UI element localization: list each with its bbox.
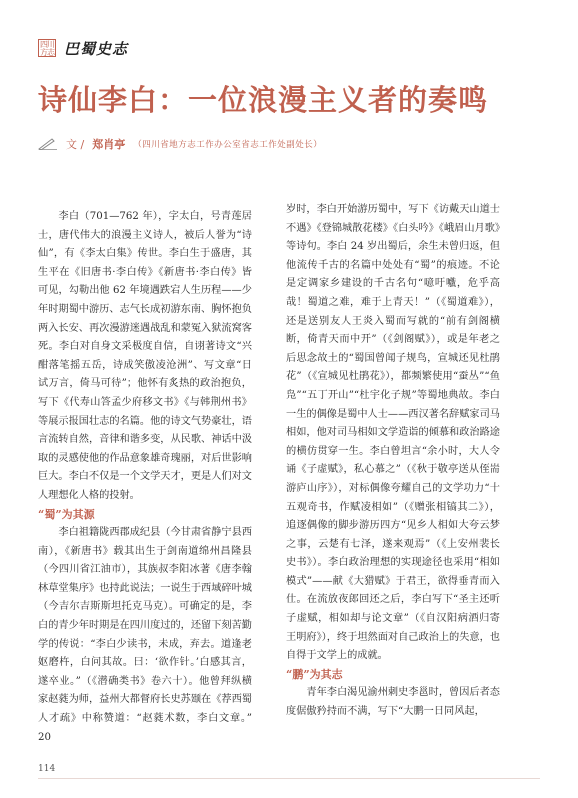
byline-lead: 文 / — [66, 138, 85, 151]
article-byline — [38, 136, 322, 152]
footer-divider — [38, 778, 540, 779]
seal-logo: 四川方志 — [40, 40, 54, 57]
author-affiliation: （四川省地方志工作办公室省志工作处副处长） — [133, 140, 323, 150]
paragraph: 李白祖籍陇西郡成纪县（今甘肃省静宁县西南），《新唐书》载其出生于剑南道绵州昌隆县（今四川省江油市），其族叔李阳冰著《唐李翰林草堂集序》也持此说法；一说生于西域碎叶城（今吉尔吉斯斯坦托克马克）。可确定的是，李白的青少年时期是在四川度过的，还留下刻苦勤学的传说：“李白少读书，未成，弃去。道逢老妪磨杵，白问其故。曰：‘欲作针。’白感其言，遂卒业。”（《潜确类书》卷六十）。他曾拜纵横家赵蕤为师，益州大都督府长史苏颋在《荐西蜀人才疏》中称赞道：“赵蕤术数，李白文章。” 20 — [38, 527, 252, 743]
right-column — [286, 201, 500, 722]
paragraph: 青年李白渴见渝州刺史李邕时，曾因后者态度倨傲矜持而不满，写下“大鹏一日同风起， — [286, 687, 500, 718]
section-heading: “蜀”为其源 — [38, 507, 95, 521]
section-heading: “鹏”为其志 — [286, 667, 343, 681]
paragraph: 李白（701—762 年），字太白，号青莲居士，唐代伟大的浪漫主义诗人，被后人誉为“诗仙”，有《李太白集》传世。李白生于盛唐，其生平在《旧唐书·李白传》《新唐书·李白传》皆可见，勾勒出他 62 年境遇跌宕人生历程——少年时期蜀中游历、志气长成初游东南、胸怀抱负两入长安、再次漫游迷遇战乱和蒙冤入狱流窝客死。李白对自身文采极度自信，自诩著诗文“兴酣落笔摇五岳，诗成笑傲凌沧洲”、写文章“日试万言，倚马可待”；他怀有炙热的政治抱负，写下《代寿山答孟少府移文书》《与韩荆州书》等展示报国壮志的名篇。他的诗文气势豪壮，语言流转自然，音律和谐多变，从民歌、神话中汲取的灵感使他的作品意象雄奇瑰丽，对后世影响巨大。李白不仅是一个文学天才，更是人们对文人理想化人格的投射。 — [38, 211, 252, 501]
magazine-header — [38, 36, 128, 60]
magazine-brand: 巴蜀史志 — [64, 39, 129, 58]
author-name: 郑肖亭 — [92, 138, 126, 151]
pen-icon — [38, 138, 58, 150]
page-number: 114 — [38, 764, 56, 774]
article-title: 诗仙李白：一位浪漫主义者的奏鸣 — [38, 83, 489, 117]
left-column — [38, 208, 252, 747]
paragraph: 岁时，李白开始游历蜀中，写下《访戴天山道士不遇》《登锦城散花楼》《白头吟》《峨眉山月歌》等诗句。李白 24 岁出蜀后，余生未曾归返，但他流传千古的名篇中处处有“蜀”的痕迹。不论是定调家乡建设的千古名句“噫吁嚱，危乎高哉！蜀道之难，难于上青天！”（《蜀道难》），还是送别友人王炎入蜀而写就的“前有剑阁横断，倚青天而中开”（《剑阁赋》），或是年老之后思念故土的“蜀国曾闻子规鸟，宣城还见杜鹃花”（《宣城见杜鹃花》），都频繁使用“蚕丛”“鱼凫”“五丁开山”“杜宇化子规”等蜀地典故。李白一生的偶像是蜀中人士——西汉著名辞赋家司马相如，他对司马相如文学造诣的倾慕和政治路途的横仿贯穿一生。李白曾坦言“余小时，大人令诵《子虚赋》，私心慕之”（《秋于敬亭送从侄耑游庐山序》），对标偶像夸耀自己的文学功力“十五观奇书，作赋凌相如”（《赠张相镐其二》），追逐偶像的脚步游历四方“见乡人相如大夸云梦之事，云楚有七泽，遂来观焉”（《上安州裴长史书》）。李白政治理想的实现途径也采用“相如模式”——献《大猎赋》于君王，欲得垂青而入仕。在流放夜郎回还之后，李白写下“圣主还听子虚赋，相如却与论文章”（《自汉阳病酒归寄王明府》），终于坦然面对自己政治上的失意，也自得于文学上的成就。 — [286, 204, 500, 662]
